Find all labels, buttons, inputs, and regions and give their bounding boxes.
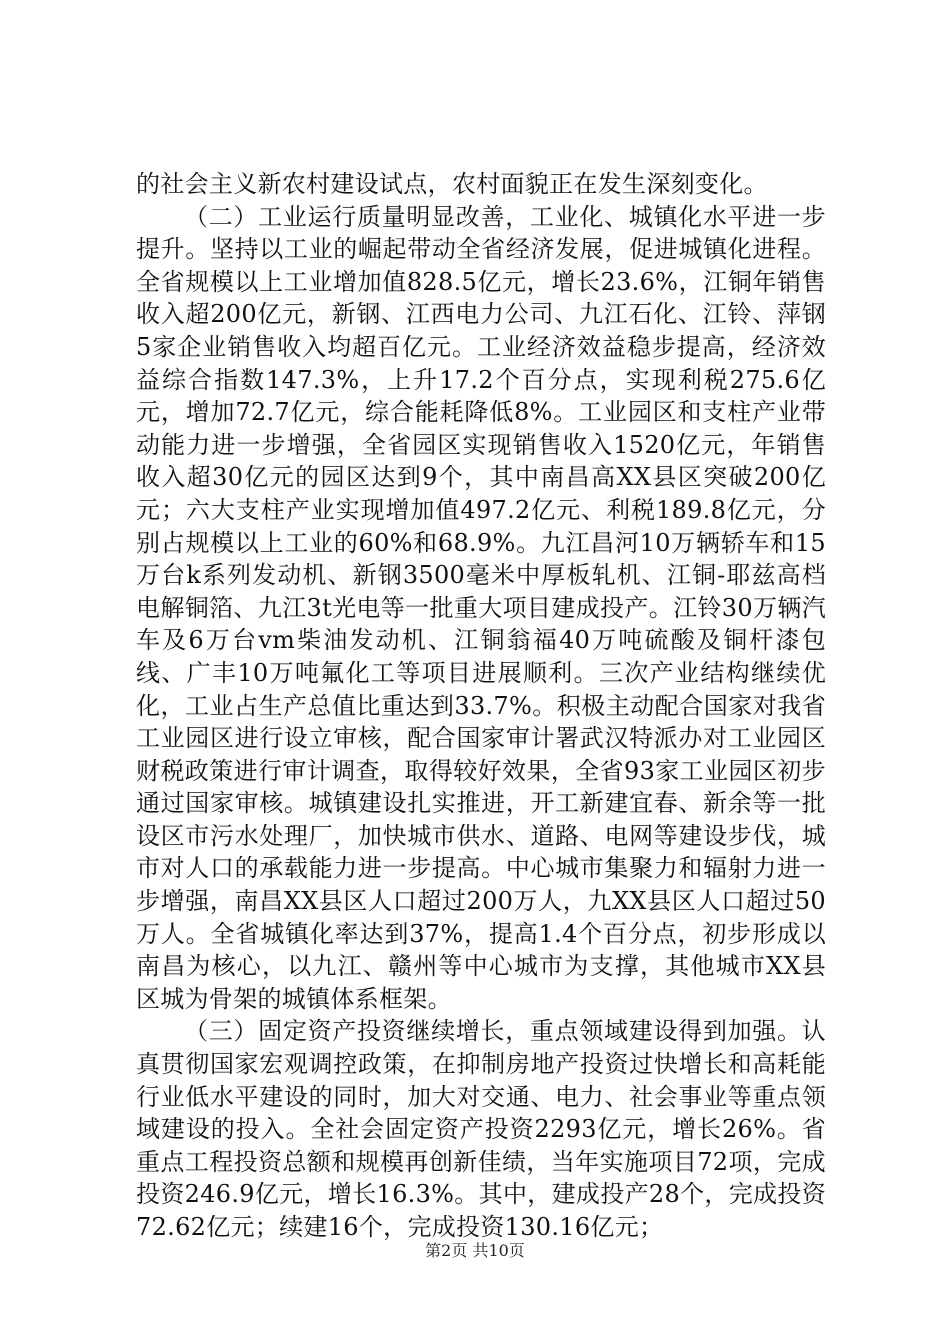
paragraph-investment: （三）固定资产投资继续增长，重点领域建设得到加强。认真贯彻国家宏观调控政策，在抑制房地产投资过快增长和高耗能行业低水平建设的同时，加大对交通、电力、社会事业等重点领域建设的投入。全社会固定资产投资2293亿元，增长26%。省重点工程投资总额和规模再创新佳绩，当年实施项目72项，完成投资246.9亿元，增长16.3%。其中，建成投产28个，完成投资72.62亿元；续建16个，完成投资130.16亿元；: [136, 1017, 826, 1241]
paragraph-industry: （二）工业运行质量明显改善，工业化、城镇化水平进一步提升。坚持以工业的崛起带动全省经济发展，促进城镇化进程。全省规模以上工业增加值828.5亿元，增长23.6%，江铜年销售收入超200亿元，新钢、江西电力公司、九江石化、江铃、萍钢5家企业销售收入均超百亿元。工业经济效益稳步提高，经济效益综合指数147.3%，上升17.2个百分点，实现利税275.6亿元，增加72.7亿元，综合能耗降低8%。工业园区和支柱产业带动能力进一步增强，全省园区实现销售收入1520亿元，年销售收入超30亿元的园区达到9个，其中南昌高XX县区突破200亿元；六大支柱产业实现增加值497.2亿元、利税189.8亿元，分别占规模以上工业的60%和68.9%。九江昌河10万辆轿车和15万台k系列发动机、新钢3500毫米中厚板轧机、江铜-耶兹高档电解铜箔、九江3t光电等一批重大项目建成投产。江铃30万辆汽车及6万台vm柴油发动机、江铜翁福40万吨硫酸及铜杆漆包线、广丰10万吨氟化工等项目进展顺利。三次产业结构继续优化，工业占生产总值比重达到33.7%。积极主动配合国家对我省工业园区进行设立审核，配合国家审计署武汉特派办对工业园区财税政策进行审计调查，取得较好效果，全省93家工业园区初步通过国家审核。城镇建设扎实推进，开工新建宜春、新余等一批设区市污水处理厂，加快城市供水、道路、电网等建设步伐，城市对人口的承载能力进一步提高。中心城市集聚力和辐射力进一步增强，南昌XX县区人口超过200万人，九XX县区人口超过50万人。全省城镇化率达到37%，提高1.4个百分点，初步形成以南昌为核心，以九江、赣州等中心城市为支撑，其他城市XX县区城为骨架的城镇体系框架。: [136, 202, 826, 1013]
document-body: [136, 168, 826, 1244]
paragraph-continuation: 的社会主义新农村建设试点，农村面貌正在发生深刻变化。: [136, 170, 768, 198]
page-number-footer: 第2页 共10页: [425, 1241, 525, 1260]
